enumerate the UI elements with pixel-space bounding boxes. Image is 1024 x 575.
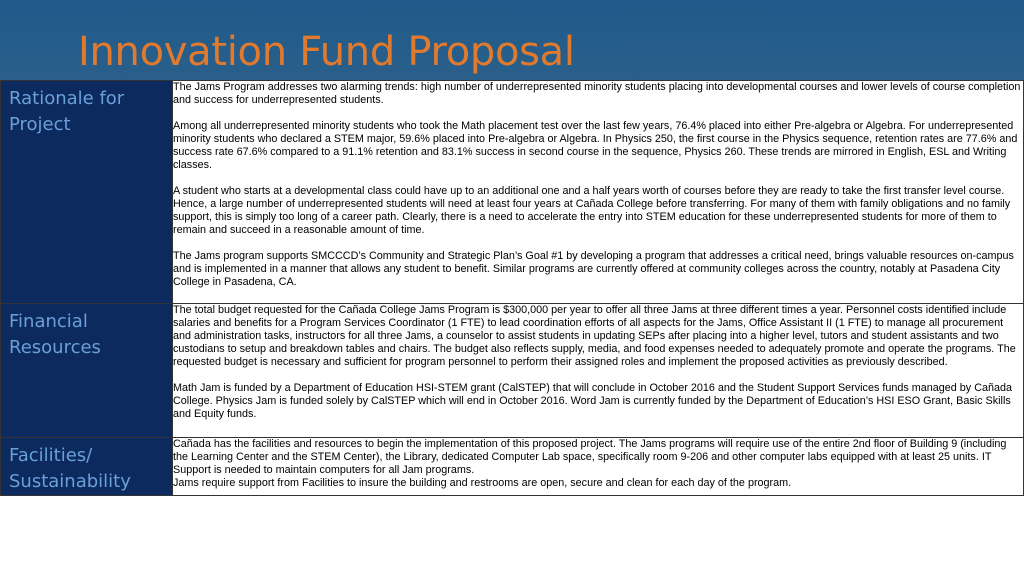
- paragraph: Cañada has the facilities and resources to begin the implementation of this proposed project. The Jams programs will require use of the entire 2nd floor of Building 9 (including the Learning Center and the STEM Center), the Library, dedicated Computer Lab space, specifically room 9-206 and other computer labs equipped with at least 25 units. IT Support is needed to maintain computers for all Jam programs.: [173, 438, 1007, 476]
- paragraph: The total budget requested for the Cañada College Jams Program is $300,000 per year to offer all three Jams at three different times a year. Personnel costs identified include salaries and benefits for a Program Services Coordinator (1 FTE) to lead coordination efforts of all aspects for the Jams, Office Assistant II (1 FTE) to manage all procurement and administration tasks, instructors for all three Jams, a counselor to assist students in updating SEPs after placing into a higher level, tutors and student assistants and two custodians to setup and breakdown tables and chairs. The budget also reflects supply, media, and food expenses needed to adequately promote and operate the programs. The requested budget is necessary and sufficient for program personnel to perform their assigned roles and implement the proposed activities as previously described.: [173, 304, 1016, 368]
- table-row: [1, 81, 1024, 304]
- table-row: [1, 304, 1024, 438]
- paragraph: Math Jam is funded by a Department of Education HSI-STEM grant (CalSTEP) that will conclude in October 2016 and the Student Support Services funds managed by Cañada College. Physics Jam is funded solely by CalSTEP which will end in October 2016. Word Jam is currently funded by the Department of Education’s HSI ESO Grant, Basic Skills and Equity funds.: [173, 382, 1013, 420]
- table-row: [1, 438, 1024, 496]
- row-label-cell: [1, 81, 173, 304]
- row-body-cell: [173, 304, 1024, 438]
- row-label: Financial Resources: [9, 311, 101, 358]
- row-label-cell: [1, 438, 173, 496]
- row-label: Rationale for Project: [9, 88, 125, 135]
- paragraph: A student who starts at a developmental class could have up to an additional one and a half years worth of courses before they are ready to take the first transfer level course. Hence, a large number of underrepresented students will need at least four years at Cañada College before transferring. For many of them with family obligations and no family support, this is simply too long of a career path. Clearly, there is a need to accelerate the entry into STEM education for these underrepresented students for more of them to remain and succeed in a reasonable amount of time.: [173, 185, 1011, 236]
- paragraph: The Jams Program addresses two alarming trends: high number of underrepresented minority students placing into developmental courses and lower levels of course completion and success for underrepresented students.: [173, 81, 1021, 106]
- slide-title: Innovation Fund Proposal: [78, 29, 575, 75]
- row-body-cell: [173, 81, 1024, 304]
- paragraph: The Jams program supports SMCCCD’s Community and Strategic Plan’s Goal #1 by developing a program that addresses a critical need, brings valuable resources on-campus and is implemented in a manner that allows any student to benefit. Similar programs are currently offered at community colleges across the country, notably at Pasadena City College in Pasadena, CA.: [173, 250, 1014, 288]
- paragraph: Jams require support from Facilities to insure the building and restrooms are open, secure and clean for each day of the program.: [173, 477, 792, 489]
- row-label-cell: [1, 304, 173, 438]
- paragraph: Among all underrepresented minority students who took the Math placement test over the last few years, 76.4% placed into either Pre-algebra or Algebra. For underrepresented minority students who declared a STEM major, 59.6% placed into Pre-algebra or Algebra. In Physics 250, the first course in the Physics sequence, retention rates are 77.6% and success rate 67.6% compared to a 91.1% retention and 83.1% success in second course in the sequence, Physics 260. These trends are mirrored in English, ESL and Writing classes.: [173, 120, 1018, 171]
- proposal-table: [0, 80, 1024, 496]
- row-body-cell: [173, 438, 1024, 496]
- slide-header: [0, 0, 1024, 81]
- row-label: Facilities/ Sustainability: [9, 445, 131, 492]
